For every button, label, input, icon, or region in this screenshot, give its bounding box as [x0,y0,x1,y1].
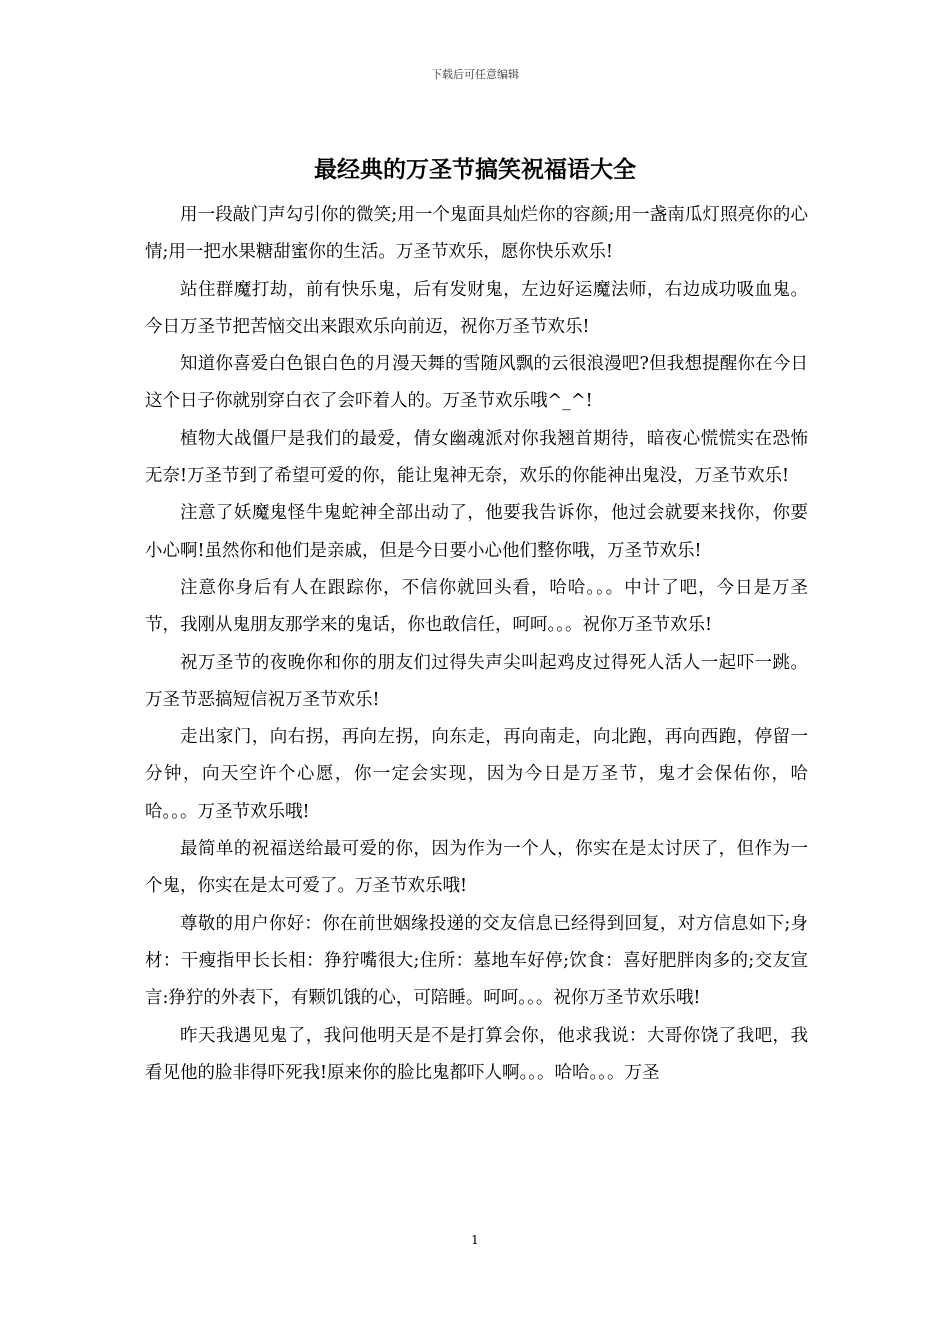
paragraph: 植物大战僵尸是我们的最爱，倩女幽魂派对你我翘首期待，暗夜心慌慌实在恐怖无奈!万圣节到了希望可爱的你，能让鬼神无奈，欢乐的你能神出鬼没，万圣节欢乐! [145,428,808,487]
document-title: 最经典的万圣节搞笑祝福语大全 [314,156,636,183]
paragraph: 知道你喜爱白色银白色的月漫天舞的雪随风飘的云很浪漫吧?但我想提醒你在今日这个日子你就别穿白衣了会吓着人的。万圣节欢乐哦^_^! [145,354,808,412]
paragraph: 尊敬的用户你好：你在前世姻缘投递的交友信息已经得到回复，对方信息如下;身材：干瘦指甲长长相：狰狞嘴很大;住所：墓地车好停;饮食：喜好肥胖肉多的;交友宣言:狰狞的外表下，有颗饥饿的心，可陪睡。呵呵。。。祝你万圣节欢乐哦! [145,913,808,1009]
page-number: 1 [471,1233,479,1247]
paragraph: 注意了妖魔鬼怪牛鬼蛇神全部出动了，他要我告诉你，他过会就要来找你，你要小心啊!虽然你和他们是亲戚，但是今日要小心他们整你哦，万圣节欢乐! [145,503,808,561]
paragraph: 站住群魔打劫，前有快乐鬼，后有发财鬼，左边好运魔法师，右边成功吸血鬼。今日万圣节把苦恼交出来跟欢乐向前迈，祝你万圣节欢乐! [145,279,808,337]
paragraph: 注意你身后有人在跟踪你，不信你就回头看，哈哈。。。中计了吧，今日是万圣节，我刚从鬼朋友那学来的鬼话，你也敢信任，呵呵。。。祝你万圣节欢乐! [145,577,808,636]
paragraph: 走出家门，向右拐，再向左拐，向东走，再向南走，向北跑，再向西跑，停留一分钟，向天空许个心愿，你一定会实现，因为今日是万圣节，鬼才会保佑你，哈哈。。。万圣节欢乐哦! [145,727,808,822]
paragraph: 祝万圣节的夜晚你和你的朋友们过得失声尖叫起鸡皮过得死人活人一起吓一跳。万圣节恶搞短信祝万圣节欢乐! [145,652,808,710]
paragraph: 用一段敲门声勾引你的微笑;用一个鬼面具灿烂你的容颜;用一盏南瓜灯照亮你的心情;用一把水果糖甜蜜你的生活。万圣节欢乐，愿你快乐欢乐! [145,205,808,263]
paragraph: 最简单的祝福送给最可爱的你，因为作为一个人，你实在是太讨厌了，但作为一个鬼，你实在是太可爱了。万圣节欢乐哦! [145,839,808,897]
header-note: 下载后可任意编辑 [431,68,519,81]
paragraph: 昨天我遇见鬼了，我问他明天是不是打算会你，他求我说：大哥你饶了我吧，我看见他的脸非得吓死我!原来你的脸比鬼都吓人啊。。。哈哈。。。万圣 [145,1025,808,1083]
document-body [145,197,808,1092]
